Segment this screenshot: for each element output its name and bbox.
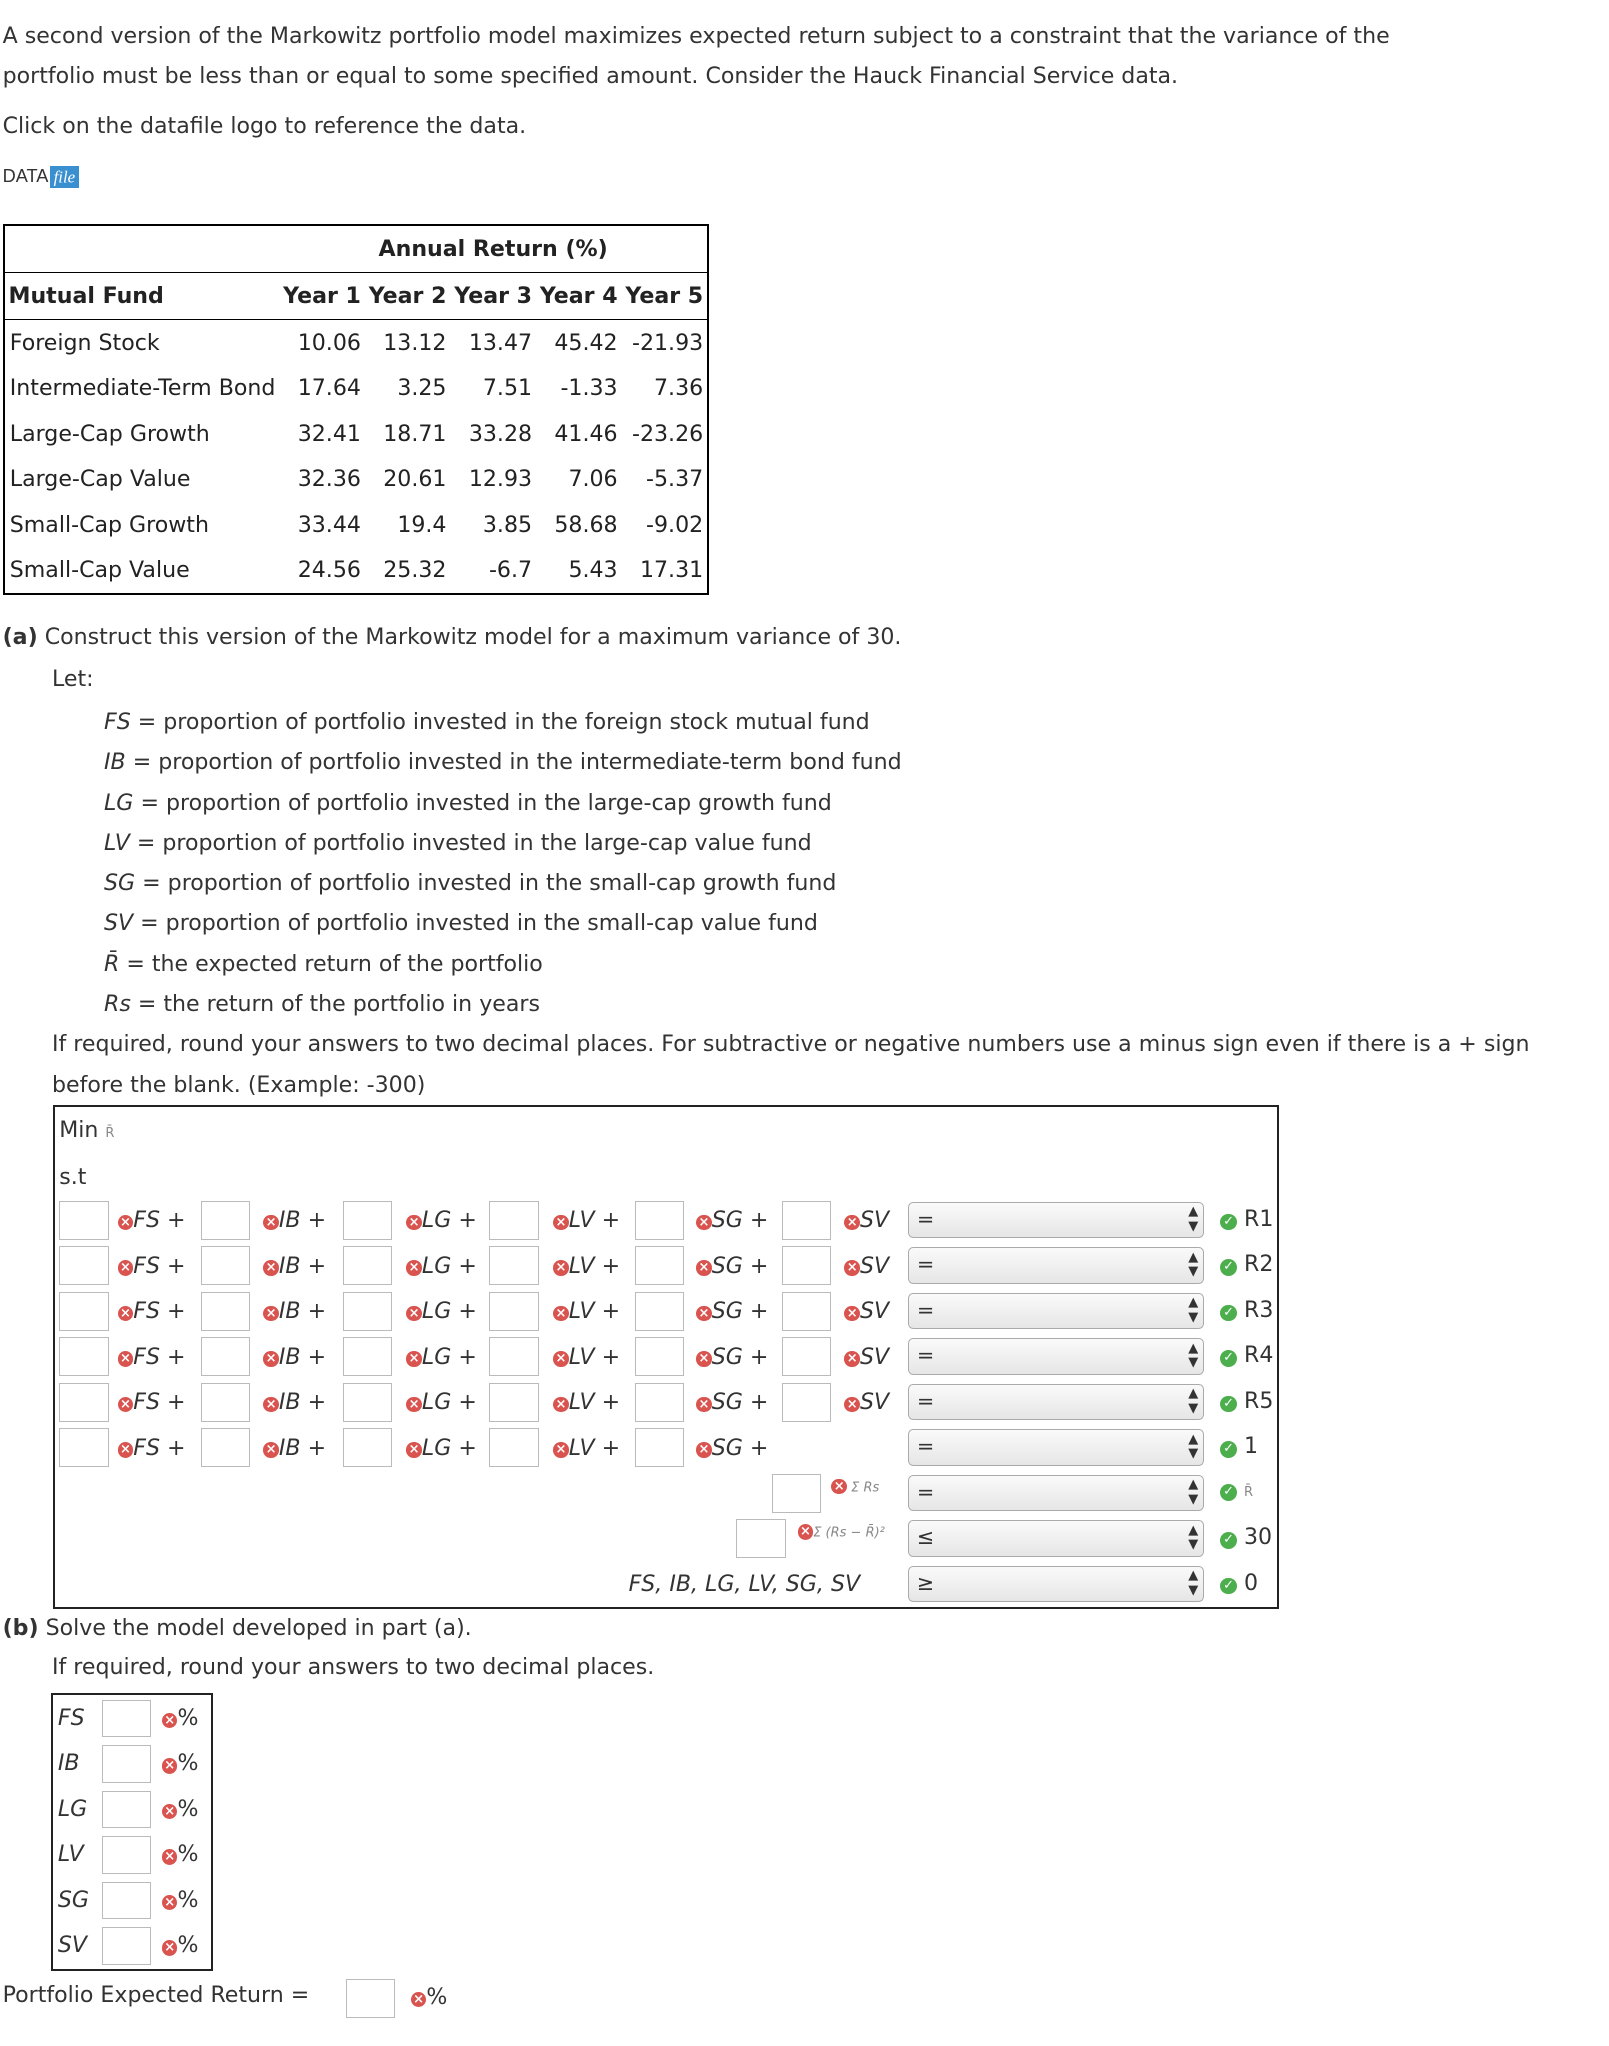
coefficient-input[interactable] — [782, 1383, 831, 1422]
error-icon: × — [406, 1306, 422, 1322]
error-icon: × — [696, 1442, 712, 1458]
definition-text: = the expected return of the portfolio — [126, 950, 543, 977]
solution-pct: × % — [162, 1887, 199, 1913]
definition-text: = proportion of portfolio invested in the small-cap value fund — [140, 910, 818, 937]
coefficient-input[interactable] — [489, 1292, 538, 1331]
error-icon: × — [263, 1306, 279, 1322]
error-icon: × — [263, 1442, 279, 1458]
variable-label: × LV + — [553, 1207, 620, 1233]
coefficient-input[interactable] — [782, 1246, 831, 1285]
variable-label: × LG + — [406, 1207, 477, 1233]
error-icon: × — [553, 1306, 569, 1322]
return-value: -5.37 — [646, 466, 704, 493]
return-value: 45.42 — [554, 329, 618, 356]
error-icon: × — [162, 1895, 178, 1911]
variable-label: × IB + — [263, 1344, 326, 1370]
error-icon: × — [696, 1397, 712, 1413]
return-value: 33.28 — [468, 420, 533, 447]
solution-var-label: LV — [57, 1841, 84, 1868]
error-icon: × — [553, 1442, 569, 1458]
table-row — [4, 456, 708, 502]
error-icon: × — [844, 1215, 860, 1231]
rounding-note: If required, round your answers to two decimal places. For subtractive or negative numbers use a minus sign even if there is a + sign before the blank. (Example: -300) — [52, 1031, 1530, 1098]
coefficient-input[interactable] — [782, 1337, 831, 1376]
solution-input[interactable] — [102, 1700, 151, 1738]
return-value: 13.12 — [383, 329, 447, 356]
solution-box — [51, 1693, 214, 1971]
return-value: -9.02 — [646, 511, 704, 538]
coefficient-input[interactable] — [782, 1201, 831, 1240]
error-icon: × — [118, 1306, 134, 1322]
error-icon: × — [844, 1260, 860, 1276]
coefficient-input[interactable] — [59, 1201, 108, 1240]
constraint-sign-select[interactable]: = ▲ ▼ — [908, 1338, 1204, 1374]
return-value: 10.06 — [297, 329, 361, 356]
definition-text: = proportion of portfolio invested in the foreign stock mutual fund — [137, 709, 870, 735]
variable-label: × IB + — [263, 1389, 326, 1415]
error-icon: × — [553, 1215, 569, 1231]
return-value: 7.51 — [482, 375, 533, 402]
model-box — [53, 1105, 1279, 1609]
error-icon: × — [696, 1215, 712, 1231]
expected-return-label: Portfolio Expected Return = — [2, 1982, 310, 2009]
coefficient-input[interactable] — [782, 1292, 831, 1331]
variable-label: × IB + — [263, 1207, 326, 1233]
definition-symbol: SV — [104, 910, 134, 937]
nonneg-vars: FS, IB, LG, LV, SG, SV — [628, 1571, 861, 1598]
table-row — [4, 319, 708, 365]
definition-item — [104, 702, 902, 742]
error-icon: × — [118, 1260, 134, 1276]
coefficient-input[interactable] — [59, 1428, 108, 1467]
coefficient-input[interactable] — [635, 1292, 684, 1331]
logo-file-text: file — [50, 166, 79, 188]
return-value: 13.47 — [468, 329, 533, 356]
return-value: 24.56 — [297, 557, 361, 584]
check-icon: ✓ — [1220, 1396, 1237, 1413]
check-icon: ✓ — [1220, 1532, 1237, 1549]
definition-item — [104, 823, 902, 863]
coefficient-input[interactable] — [489, 1201, 538, 1240]
col-year-5: Year 5 — [622, 273, 709, 320]
part-a-heading — [3, 624, 902, 650]
solution-var-label: FS — [57, 1704, 85, 1731]
coefficient-input[interactable] — [201, 1292, 250, 1331]
definition-text: = proportion of portfolio invested in the large-cap growth fund — [140, 789, 832, 816]
sum-sign-select[interactable]: = ▲ ▼ — [908, 1475, 1204, 1511]
part-a-label: (a) — [2, 624, 38, 650]
return-value: 20.61 — [383, 466, 447, 493]
table-row — [4, 547, 708, 594]
error-icon: × — [696, 1351, 712, 1367]
return-value: 33.44 — [297, 511, 361, 538]
coefficient-input[interactable] — [635, 1428, 684, 1467]
coefficient-input[interactable] — [343, 1246, 392, 1285]
check-icon: ✓ — [1220, 1441, 1237, 1458]
return-value: 7.06 — [568, 466, 618, 493]
variable-label: × FS + — [118, 1207, 186, 1233]
error-icon: × — [162, 1804, 178, 1820]
solution-var-label: LG — [57, 1795, 88, 1822]
intro-line-2: portfolio must be less than or equal to some specified amount. Consider the Hauck Financial Service data. — [2, 62, 1179, 89]
table-empty-header — [4, 225, 280, 273]
table-row — [4, 411, 708, 457]
definition-item — [104, 742, 902, 782]
error-icon: × — [162, 1849, 178, 1865]
return-value: 3.25 — [397, 375, 447, 402]
variable-label: × FS + — [118, 1253, 186, 1279]
sum-rhs: ✓ R̄ — [1220, 1476, 1253, 1502]
click-note: Click on the datafile logo to reference the data. — [2, 113, 527, 140]
variable-label: × LV + — [553, 1344, 620, 1370]
coefficient-input[interactable] — [201, 1201, 250, 1240]
coefficient-input[interactable] — [489, 1428, 538, 1467]
fund-name: Small-Cap Growth — [9, 511, 209, 538]
error-icon: × — [118, 1215, 134, 1231]
return-value: 58.68 — [554, 511, 618, 538]
solution-input[interactable] — [102, 1882, 151, 1920]
variable-label: × FS + — [118, 1389, 186, 1415]
variable-label: × FS + — [118, 1344, 186, 1370]
col-mutual-fund: Mutual Fund — [4, 273, 280, 320]
intro-line-1: A second version of the Markowitz portfolio model maximizes expected return subject to a constraint that the variance of the — [2, 22, 1390, 49]
definition-text: = proportion of portfolio invested in the small-cap growth fund — [142, 870, 837, 897]
error-icon: × — [553, 1397, 569, 1413]
min-label: Min R̄ — [59, 1117, 115, 1144]
coefficient-input[interactable] — [201, 1337, 250, 1376]
constraint-rhs: ✓ R4 — [1220, 1342, 1273, 1368]
error-icon: × — [263, 1260, 279, 1276]
solution-pct: × % — [162, 1750, 199, 1776]
coefficient-input[interactable] — [635, 1337, 684, 1376]
annual-return-header: Annual Return (%) — [279, 225, 708, 273]
variable-label: × FS + — [118, 1435, 186, 1461]
sum-coefficient-input[interactable] — [772, 1474, 821, 1513]
error-icon: × — [162, 1713, 178, 1729]
return-value: -23.26 — [632, 420, 704, 447]
expected-return-pct: × % — [411, 1984, 448, 2010]
constraint-sign-select[interactable]: = ▲ ▼ — [908, 1247, 1204, 1283]
variable-label: × SV — [844, 1253, 889, 1279]
definition-symbol: Rs — [104, 991, 131, 1018]
returns-table — [3, 224, 709, 595]
part-b-text: Solve the model developed in part (a). — [45, 1614, 472, 1641]
error-icon: × — [553, 1351, 569, 1367]
col-year-2: Year 2 — [365, 273, 451, 320]
coefficient-input[interactable] — [489, 1383, 538, 1422]
error-icon: × — [118, 1442, 134, 1458]
variable-label: × LG + — [406, 1435, 477, 1461]
coefficient-input[interactable] — [343, 1383, 392, 1422]
constraint-sign-select[interactable]: = ▲ ▼ — [908, 1202, 1204, 1238]
error-icon: × — [411, 1992, 427, 2008]
variance-sign-select[interactable]: ≤ ▲ ▼ — [908, 1520, 1204, 1556]
table-body — [4, 319, 708, 594]
constraint-rhs: ✓ R1 — [1220, 1206, 1273, 1232]
constraint-rhs: ✓ 1 — [1220, 1433, 1258, 1459]
return-value: 32.41 — [297, 420, 361, 447]
constraint-sign-select[interactable]: = ▲ ▼ — [908, 1429, 1204, 1465]
intro-text — [3, 16, 1596, 97]
error-icon: × — [263, 1397, 279, 1413]
variable-label: × SV — [844, 1389, 889, 1415]
coefficient-input[interactable] — [343, 1337, 392, 1376]
coefficient-input[interactable] — [59, 1383, 108, 1422]
return-value: -6.7 — [488, 557, 533, 584]
solution-var-label: SV — [57, 1932, 87, 1959]
check-icon: ✓ — [1220, 1305, 1237, 1322]
variable-label: × LV + — [553, 1389, 620, 1415]
error-icon: × — [263, 1351, 279, 1367]
definition-item — [104, 903, 902, 943]
return-value: 19.4 — [397, 511, 447, 538]
constraint-sign-select[interactable]: = ▲ ▼ — [908, 1384, 1204, 1420]
variance-formula: × Σ (Rs − R̄)² — [798, 1524, 885, 1540]
error-icon: × — [406, 1260, 422, 1276]
definition-symbol: LG — [104, 789, 134, 816]
fund-name: Large-Cap Value — [9, 466, 191, 493]
solution-pct: × % — [162, 1705, 199, 1731]
error-icon: × — [118, 1351, 134, 1367]
variable-label: × SG + — [696, 1207, 768, 1233]
variable-label: × LG + — [406, 1253, 477, 1279]
check-icon: ✓ — [1220, 1484, 1237, 1501]
error-icon: × — [831, 1479, 847, 1495]
variable-label: × LV + — [553, 1253, 620, 1279]
coefficient-input[interactable] — [201, 1428, 250, 1467]
part-b-label: (b) — [2, 1614, 39, 1641]
error-icon: × — [406, 1442, 422, 1458]
definition-symbol: LV — [104, 829, 130, 856]
coefficient-input[interactable] — [635, 1246, 684, 1285]
return-value: 3.85 — [482, 511, 533, 538]
constraint-rhs: ✓ R5 — [1220, 1388, 1273, 1414]
check-icon: ✓ — [1220, 1214, 1237, 1231]
part-b-rounding-note: If required, round your answers to two decimal places. — [52, 1653, 655, 1680]
coefficient-input[interactable] — [343, 1201, 392, 1240]
coefficient-input[interactable] — [489, 1246, 538, 1285]
col-year-1: Year 1 — [279, 273, 365, 320]
error-icon: × — [263, 1215, 279, 1231]
error-icon: × — [118, 1397, 134, 1413]
definition-symbol: R̄ — [104, 950, 120, 977]
coefficient-input[interactable] — [343, 1292, 392, 1331]
variable-label: × SG + — [696, 1253, 768, 1279]
definitions — [104, 702, 902, 1024]
return-value: 12.93 — [468, 466, 533, 493]
sum-formula: × Σ Rs — [831, 1479, 879, 1495]
nonneg-rhs: ✓ 0 — [1220, 1570, 1258, 1596]
check-icon: ✓ — [1220, 1350, 1237, 1367]
solution-input[interactable] — [102, 1836, 151, 1874]
variable-label: × SV — [844, 1344, 889, 1370]
check-icon: ✓ — [1220, 1578, 1237, 1595]
let-label: Let: — [52, 665, 94, 692]
definition-symbol: FS — [104, 709, 131, 735]
solution-input[interactable] — [102, 1927, 151, 1965]
variable-label: × IB + — [263, 1253, 326, 1279]
error-icon: × — [844, 1351, 860, 1367]
nonneg-sign-select[interactable]: ≥ ▲ ▼ — [908, 1566, 1204, 1602]
definition-item — [104, 783, 902, 823]
variable-label: × IB + — [263, 1298, 326, 1324]
variable-label: × SV — [844, 1207, 889, 1233]
solution-var-label: IB — [57, 1750, 80, 1777]
expected-return-input[interactable] — [346, 1979, 395, 2018]
variable-label: × SG + — [696, 1389, 768, 1415]
part-a-text: Construct this version of the Markowitz model for a maximum variance of 30. — [44, 624, 902, 650]
variance-rhs: ✓ 30 — [1220, 1524, 1272, 1550]
table-row — [4, 365, 708, 411]
error-icon: × — [553, 1260, 569, 1276]
definition-text: = proportion of portfolio invested in the intermediate-term bond fund — [132, 749, 902, 776]
variable-label: × SG + — [696, 1435, 768, 1461]
coefficient-input[interactable] — [59, 1246, 108, 1285]
return-value: 17.31 — [639, 557, 704, 584]
error-icon: × — [406, 1215, 422, 1231]
return-value: 41.46 — [554, 420, 618, 447]
coefficient-input[interactable] — [635, 1383, 684, 1422]
error-icon: × — [798, 1524, 814, 1540]
error-icon: × — [162, 1940, 178, 1956]
return-value: 7.36 — [654, 375, 704, 402]
part-b-heading — [3, 1615, 472, 1641]
constraint-rhs: ✓ R3 — [1220, 1297, 1273, 1323]
return-value: 5.43 — [568, 557, 618, 584]
coefficient-input[interactable] — [343, 1428, 392, 1467]
col-year-4: Year 4 — [536, 273, 622, 320]
datafile-logo[interactable] — [3, 166, 79, 187]
return-value: -1.33 — [560, 375, 618, 402]
definition-symbol: IB — [104, 749, 126, 776]
variable-label: × FS + — [118, 1298, 186, 1324]
col-year-3: Year 3 — [450, 273, 536, 320]
constraint-rhs: ✓ R2 — [1220, 1251, 1273, 1277]
definition-symbol: SG — [104, 870, 136, 897]
variable-label: × IB + — [263, 1435, 326, 1461]
error-icon: × — [406, 1397, 422, 1413]
definition-item — [104, 944, 902, 984]
definition-text: = the return of the portfolio in years — [137, 991, 540, 1018]
coefficient-input[interactable] — [201, 1246, 250, 1285]
definition-item — [104, 863, 902, 903]
fund-name: Small-Cap Value — [9, 557, 190, 584]
return-value: 18.71 — [383, 420, 447, 447]
return-value: 32.36 — [297, 466, 361, 493]
fund-name: Foreign Stock — [9, 329, 160, 356]
solution-input[interactable] — [102, 1791, 151, 1829]
variable-label: × LV + — [553, 1435, 620, 1461]
fund-name: Intermediate-Term Bond — [9, 375, 276, 402]
solution-pct: × % — [162, 1796, 199, 1822]
coefficient-input[interactable] — [201, 1383, 250, 1422]
error-icon: × — [844, 1306, 860, 1322]
error-icon: × — [844, 1397, 860, 1413]
variable-label: × LG + — [406, 1344, 477, 1370]
variance-coefficient-input[interactable] — [736, 1519, 785, 1558]
definition-item — [104, 984, 902, 1024]
fund-name: Large-Cap Growth — [9, 420, 210, 447]
definition-text: = proportion of portfolio invested in the large-cap value fund — [136, 829, 812, 856]
coefficient-input[interactable] — [59, 1337, 108, 1376]
error-icon: × — [406, 1351, 422, 1367]
st-label: s.t — [59, 1164, 87, 1191]
coefficient-input[interactable] — [59, 1292, 108, 1331]
return-value: 25.32 — [383, 557, 447, 584]
variable-label: × LG + — [406, 1298, 477, 1324]
error-icon: × — [696, 1306, 712, 1322]
table-row — [4, 502, 708, 548]
variable-label: × LV + — [553, 1298, 620, 1324]
variable-label: × SV — [844, 1298, 889, 1324]
return-value: 17.64 — [297, 375, 361, 402]
return-value: -21.93 — [632, 329, 704, 356]
coefficient-input[interactable] — [635, 1201, 684, 1240]
solution-var-label: SG — [57, 1886, 89, 1913]
error-icon: × — [696, 1260, 712, 1276]
solution-pct: × % — [162, 1841, 199, 1867]
variable-label: × LG + — [406, 1389, 477, 1415]
constraint-sign-select[interactable]: = ▲ ▼ — [908, 1293, 1204, 1329]
solution-pct: × % — [162, 1932, 199, 1958]
solution-input[interactable] — [102, 1745, 151, 1783]
error-icon: × — [162, 1758, 178, 1774]
check-icon: ✓ — [1220, 1259, 1237, 1276]
variable-label: × SG + — [696, 1298, 768, 1324]
coefficient-input[interactable] — [489, 1337, 538, 1376]
variable-label: × SG + — [696, 1344, 768, 1370]
logo-data-text: DATA — [2, 166, 49, 187]
